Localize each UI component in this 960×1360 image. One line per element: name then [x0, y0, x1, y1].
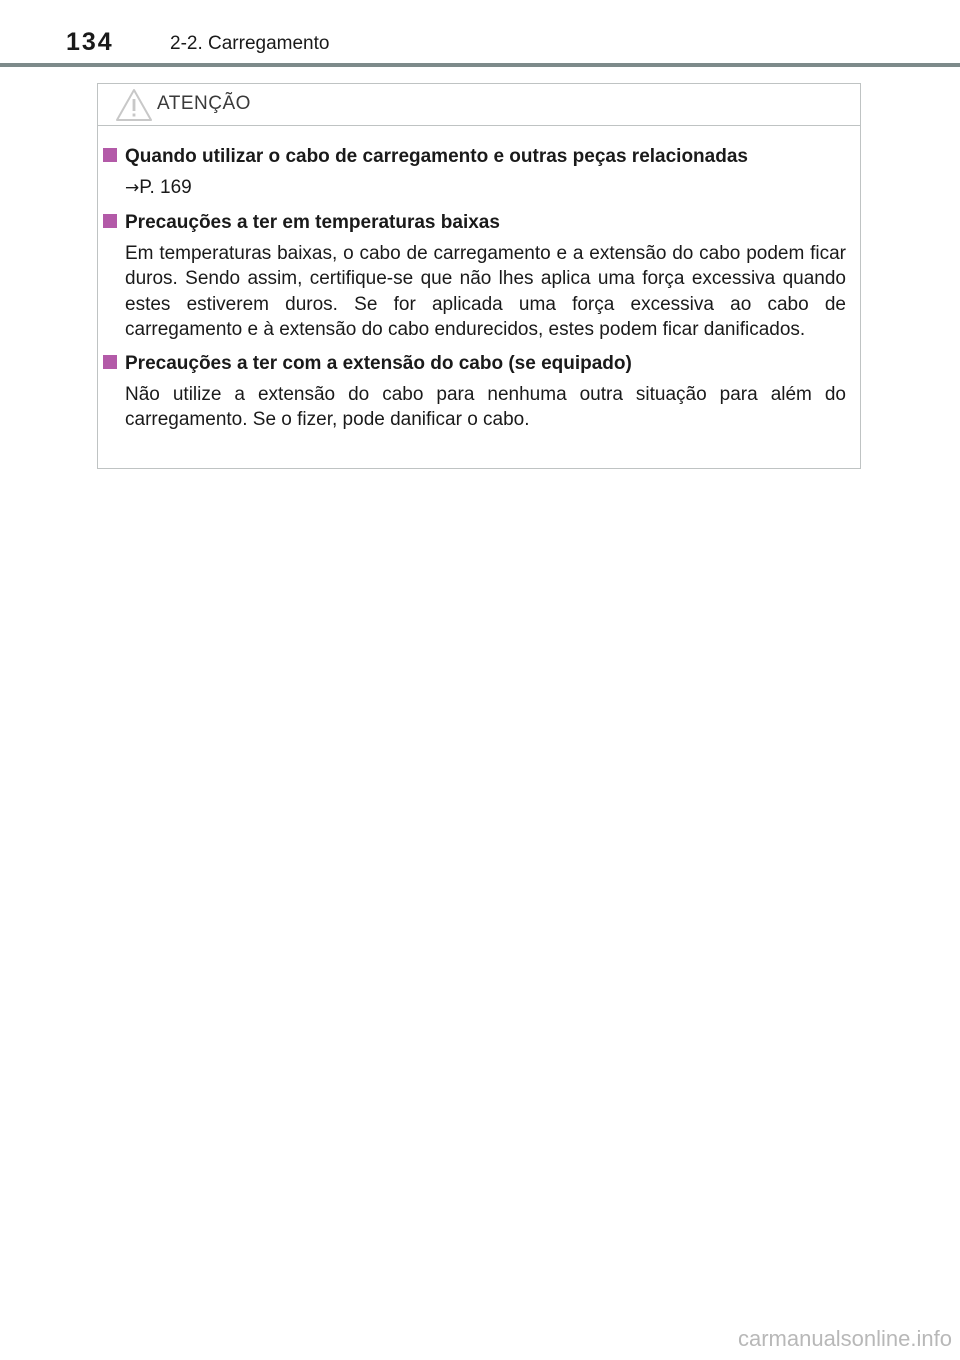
warning-item — [98, 144, 846, 202]
page-reference — [98, 175, 846, 202]
item-heading — [98, 351, 846, 376]
square-bullet-icon — [103, 214, 117, 228]
arrow-right-icon: → — [125, 178, 140, 198]
page-reference-text: P. 169 — [139, 177, 192, 198]
item-heading-text: Quando utilizar o cabo de carregamento e outras peças relacionadas — [125, 146, 748, 167]
item-body-text: Não utilize a extensão do cabo para nenhuma outra situação para além do carregamento. Se o fizer, pode danificar o cabo. — [125, 383, 846, 430]
header-divider — [0, 63, 960, 67]
item-heading-text: Precauções a ter com a extensão do cabo (se equipado) — [125, 352, 632, 374]
section-title: 2-2. Carregamento — [170, 33, 330, 54]
warning-item — [98, 210, 846, 343]
warning-triangle-icon — [115, 88, 153, 122]
warning-header — [98, 84, 860, 126]
square-bullet-icon — [103, 355, 117, 369]
page-number: 134 — [66, 28, 114, 56]
square-bullet-icon — [103, 148, 117, 162]
page-header — [0, 0, 960, 66]
warning-item — [98, 351, 846, 433]
warning-body — [98, 126, 860, 433]
item-body-text: Em temperaturas baixas, o cabo de carregamento e a extensão do cabo podem ficar duros. Sendo assim, certifique-se que não lhes aplica uma força excessiva quando estes estiverem duros. Se for aplicada uma força excessiva ao cabo de carregamento e à extensão do cabo endurecidos, estes podem ficar danificados. — [125, 242, 846, 340]
warning-title: ATENÇÃO — [157, 93, 251, 114]
item-heading — [98, 144, 846, 169]
watermark: carmanualsonline.info — [737, 1326, 952, 1351]
warning-box — [97, 83, 861, 469]
item-heading — [98, 210, 846, 235]
item-heading-text: Precauções a ter em temperaturas baixas — [125, 211, 500, 233]
